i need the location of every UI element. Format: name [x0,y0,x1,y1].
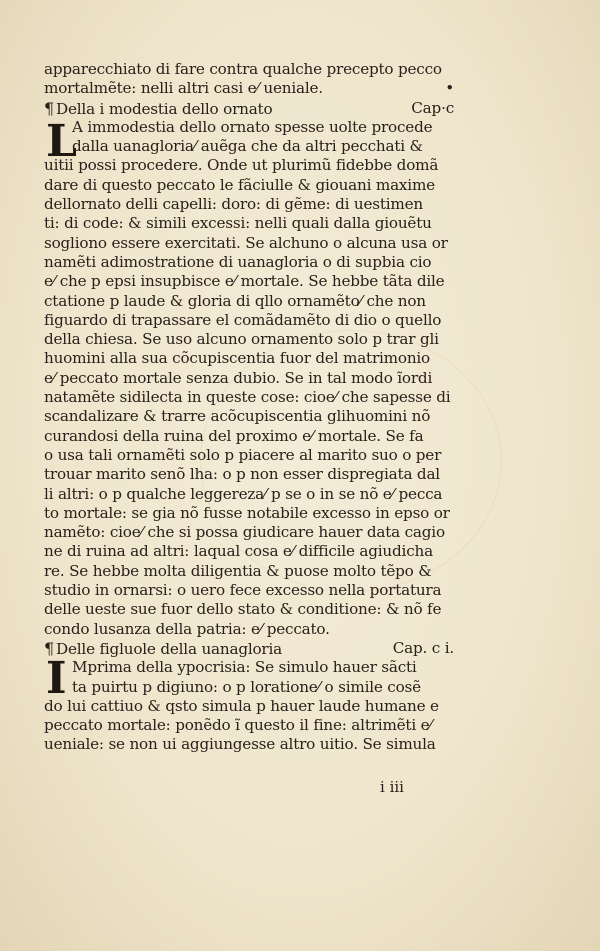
text-line: sogliono essere exercitati. Se alchuno o alcuna usa or [44,233,448,252]
text-line: mortalmẽte: nelli altri casi e⁄ ueniale. • [44,79,454,98]
text-line: dalla uanagloria⁄ auẽga che da altri pecchati & [72,137,423,156]
text-line: e⁄ peccato mortale senza dubio. Se in tal modo ĩordi [44,368,433,387]
text-line: A immodestia dello ornato spesse uolte procede [72,117,433,136]
chapter-number: Cap·c [411,98,454,117]
text-line: ctatione p laude & gloria di qllo ornamẽto⁄ che non [44,291,426,310]
text-line: peccato mortale: ponẽdo ĩ questo il fine: altrimẽti e⁄ [44,716,432,735]
text-line: condo lusanza della patria: e⁄ peccato. [44,619,330,638]
drop-cap-initial: L [46,116,77,167]
chapter-number: Cap. c i. [392,638,454,657]
text-line: o usa tali ornamẽti solo p piacere al marito suo o per [44,445,442,464]
text-line: re. Se hebbe molta diligentia & puose molto tẽpo & [44,561,432,580]
text-line: scandalizare & trarre acõcupiscentia glihuomini nõ [44,407,431,426]
text-line: figuardo di trapassare el comãdamẽto di dio o quello [44,310,442,329]
text-line: Mprima della ypocrisia: Se simulo hauer sãcti [72,658,417,677]
text-line: ti: di code: & simili excessi: nelli quali dalla giouẽtu [44,214,432,233]
text-line: apparecchiato di fare contra qualche precepto pecco [44,60,442,78]
text-line: dare di questo peccato le fãciulle & giouani maxime [44,175,435,194]
text-line: natamẽte sidilecta in queste cose: cioe⁄ che sapesse di [44,388,451,407]
text-line: ueniale: se non ui aggiungesse altro uitio. Se simula [44,735,436,754]
heading-line: ¶ Della i modestia dello ornato Cap·c [44,98,454,118]
heading-line: ¶ Delle figluole della uanagloria Cap. c i. [44,638,454,658]
text-line: delle ueste sue fuor dello stato & conditione: & nõ fe [44,600,442,619]
signature-mark: i iii [380,778,404,796]
text-line: dellornato delli capelli: doro: di gẽme: di uestimen [44,195,424,214]
text-line: e⁄ che p epsi insupbisce e⁄ mortale. Se hebbe tãta dile [44,272,445,291]
pilcrow-icon: ¶ [44,638,54,658]
text-line: ne di ruina ad altri: laqual cosa e⁄ difficile agiudicha [44,542,433,561]
text-block [44,60,454,755]
text-line: trouar marito senõ lha: o p non esser dispregiata dal [44,465,440,484]
text-line: li altri: o p qualche leggereza⁄ p se o in se nõ e⁄ pecca [44,484,443,503]
drop-cap-initial: I [46,653,67,704]
text-line: ta puirtu p digiuno: o p loratione⁄ o simile cosẽ [72,677,421,696]
text-line: namẽti adimostratione di uanagloria o di supbia cio [44,252,432,271]
text-line: della chiesa. Se uso alcuno ornamento solo p trar gli [44,330,439,349]
text-line: huomini alla sua cõcupiscentia fuor del matrimonio [44,349,431,368]
text-line: to mortale: se gia nõ fusse notabile excesso in epso or [44,503,450,522]
text-line: studio in ornarsi: o uero fece excesso nella portatura [44,581,442,600]
text-line: do lui cattiuo & qsto simula p hauer laude humane e [44,696,439,715]
pilcrow-icon: ¶ [44,98,54,118]
text-line: namẽto: cioe⁄ che si possa giudicare hauer data cagio [44,523,445,542]
text-line: uitii possi procedere. Onde ut plurimũ fidebbe domã [44,156,439,175]
text-line: curandosi della ruina del proximo e⁄ mortale. Se fa [44,426,424,445]
